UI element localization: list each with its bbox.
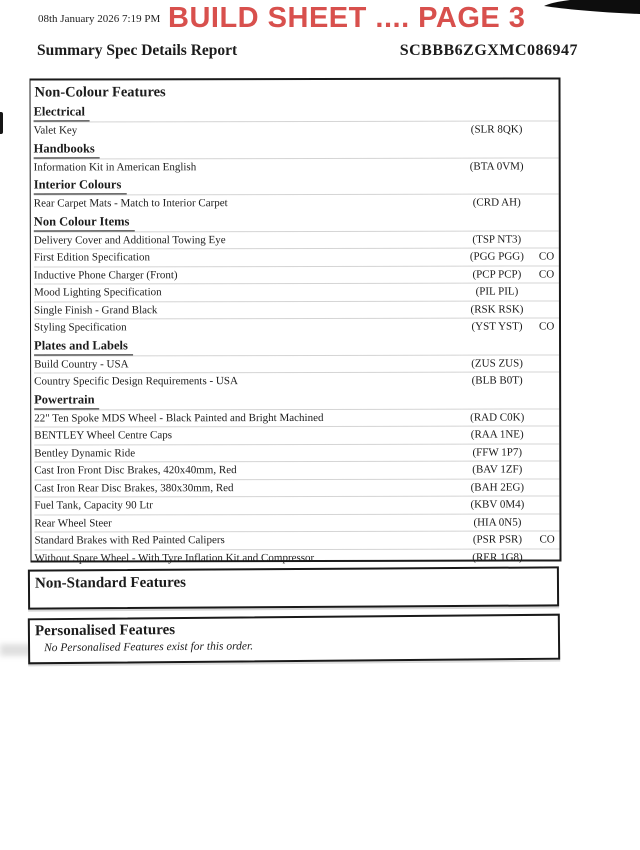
feature-code: (RAA 1NE) (470, 428, 524, 441)
feature-row (34, 193, 559, 212)
feature-label: Information Kit in American English (33, 160, 197, 174)
feature-label: Fuel Tank, Capacity 90 Ltr (34, 499, 153, 512)
report-subheader (37, 42, 578, 60)
feature-row (34, 548, 559, 567)
feature-row (34, 425, 559, 444)
feature-row (34, 443, 559, 462)
feature-label: Cast Iron Front Disc Brakes, 420x40mm, Red (34, 464, 237, 477)
feature-code: (BLB B0T) (471, 374, 523, 387)
feature-row (34, 317, 559, 336)
feature-label: Valet Key (33, 124, 78, 137)
feature-label: Without Spare Wheel - With Tyre Inflation Kit and Compressor (34, 551, 315, 565)
feature-label: Country Specific Design Requirements - USA (34, 375, 238, 388)
feature-code: (RER 1G8) (472, 551, 523, 564)
feature-group-header: Interior Colours (34, 174, 559, 194)
feature-code: (HIA 0N5) (473, 516, 522, 529)
feature-code-suffix: CO (538, 250, 555, 263)
feature-code: (PSR PSR) (472, 533, 523, 546)
feature-label: First Edition Specification (33, 251, 150, 264)
feature-row (34, 513, 559, 532)
scan-edge-mark (0, 112, 3, 134)
feature-label: Bentley Dynamic Ride (34, 447, 136, 460)
non-colour-features-box (29, 77, 561, 565)
feature-label: BENTLEY Wheel Centre Caps (34, 429, 173, 442)
feature-label: 22" Ten Spoke MDS Wheel - Black Painted and Bright Machined (34, 411, 324, 425)
feature-code: (PCP PCP) (472, 268, 522, 281)
feature-group-header: Handbooks (34, 138, 559, 158)
feature-row (34, 371, 559, 390)
vin-number: SCBBB6ZGXMC086947 (399, 42, 578, 59)
feature-code: (CRD AH) (472, 196, 521, 209)
feature-group-header: Electrical (34, 101, 559, 121)
section-title-non-standard-features: Non-Standard Features (34, 574, 186, 592)
feature-code: (BAH 2EG) (470, 481, 525, 494)
feature-code: (PIL PIL) (475, 285, 519, 298)
feature-label: Build Country - USA (34, 358, 129, 371)
feature-label: Delivery Cover and Additional Towing Eye (33, 233, 226, 247)
feature-code-suffix: CO (539, 533, 555, 546)
feature-code: (BAV 1ZF) (472, 463, 523, 476)
feature-row (34, 247, 559, 266)
section-title-personalised-features: Personalised Features (34, 622, 176, 640)
feature-code: (TSP NT3) (472, 233, 522, 246)
feature-group-header: Powertrain (34, 389, 559, 409)
feature-label: Mood Lighting Specification (33, 286, 162, 299)
feature-code: (ZUS ZUS) (471, 357, 523, 370)
feature-label: Rear Carpet Mats - Match to Interior Carpet (33, 197, 228, 210)
feature-code-suffix: CO (539, 320, 555, 333)
feature-code-suffix: CO (538, 268, 555, 281)
feature-row (34, 530, 559, 549)
feature-code: (YST YST) (471, 320, 523, 333)
feature-row (34, 265, 559, 284)
feature-label: Cast Iron Rear Disc Brakes, 380x30mm, Red (34, 481, 234, 495)
feature-code: (KBV 0M4) (470, 498, 525, 511)
feature-row (34, 157, 559, 176)
personalised-features-note: No Personalised Features exist for this order. (44, 640, 254, 655)
personalised-features-box (28, 614, 560, 665)
non-standard-features-box (28, 566, 559, 609)
feature-label: Single Finish - Grand Black (33, 304, 158, 317)
feature-code: (RSK RSK) (470, 303, 524, 316)
feature-row (34, 230, 559, 249)
report-datetime: 08th January 2026 7:19 PM (38, 13, 161, 25)
feature-row (34, 300, 559, 319)
feature-code: (FFW 1P7) (472, 446, 523, 459)
feature-row (34, 120, 559, 139)
build-sheet-banner: BUILD SHEET .... PAGE 3 (168, 2, 526, 34)
feature-group-header: Plates and Labels (34, 335, 559, 355)
feature-row (34, 495, 559, 514)
feature-label: Inductive Phone Charger (Front) (33, 268, 178, 282)
feature-group-header: Non Colour Items (34, 211, 559, 231)
feature-label: Rear Wheel Steer (34, 517, 112, 530)
feature-code: (BTA 0VM) (469, 160, 524, 173)
feature-label: Styling Specification (34, 321, 127, 334)
feature-code: (SLR 8QK) (470, 123, 523, 136)
feature-row (34, 478, 559, 497)
feature-code: (RAD C0K) (470, 411, 525, 424)
feature-row (34, 408, 559, 427)
feature-row (34, 460, 559, 479)
scan-corner-artifact (544, 0, 640, 16)
feature-label: Standard Brakes with Red Painted Calipers (34, 534, 225, 547)
section-title-non-colour-features: Non-Colour Features (34, 84, 166, 101)
report-title: Summary Spec Details Report (37, 42, 238, 59)
feature-row (34, 282, 559, 301)
feature-row (34, 354, 559, 373)
features-list (34, 101, 560, 566)
feature-code: (PGG PGG) (469, 250, 524, 263)
